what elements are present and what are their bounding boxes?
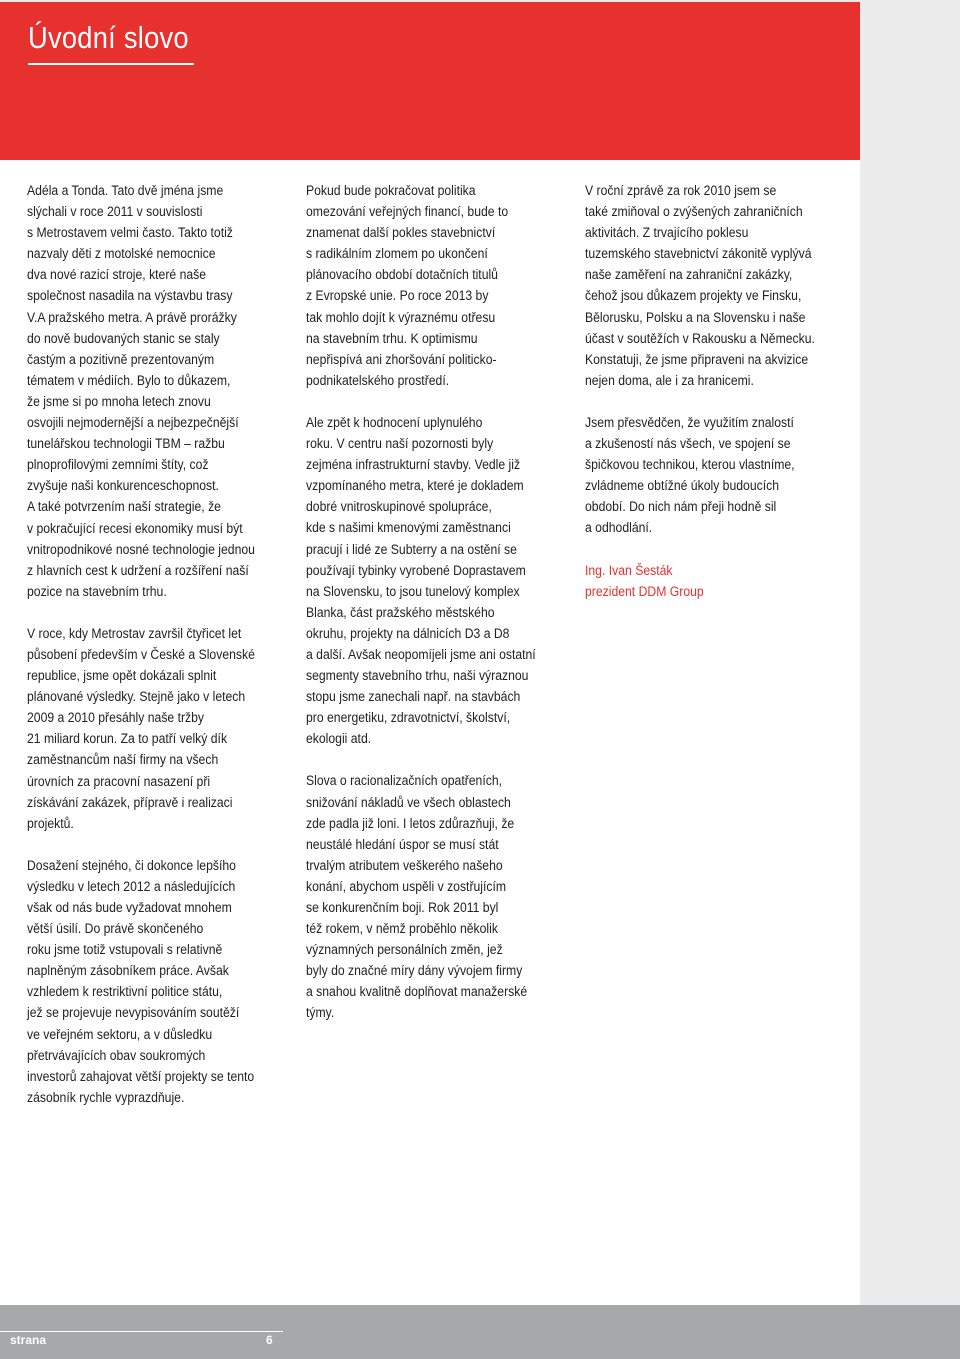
text-line: čehož jsou důkazem projekty ve Finsku, — [585, 288, 802, 305]
text-line: špičkovou technikou, kterou vlastníme, — [585, 457, 795, 474]
paragraph — [306, 771, 543, 1024]
text-line: se konkurenčním boji. Rok 2011 byl — [306, 900, 499, 916]
text-line: projektů. — [27, 815, 74, 832]
page-title: Úvodní slovo — [28, 20, 189, 55]
text-line: dobré vnitroskupinové spolupráce, — [306, 499, 492, 516]
text-line: tématem v médiích. Bylo to důkazem, — [27, 372, 231, 389]
text-line: úrovních za pracovní nasazení při — [27, 773, 211, 790]
right-margin-band — [860, 0, 960, 1305]
text-line: konání, abychom uspěli v zostřujícím — [306, 878, 507, 895]
text-line: však od nás bude vyžadovat mnohem — [27, 900, 232, 916]
text-column-2 — [306, 181, 581, 1046]
text-column-1 — [27, 181, 302, 1130]
text-line: ve veřejném sektoru, a v důsledku — [27, 1026, 213, 1043]
text-line: a snahou kvalitně doplňovat manažerské — [306, 984, 528, 1001]
text-line: omezování veřejných financí, bude to — [306, 204, 509, 221]
text-line: plánované výsledky. Stejně jako v letech — [27, 689, 246, 706]
text-line: naplněným zásobníkem práce. Avšak — [27, 963, 229, 980]
text-line: Slova o racionalizačních opatřeních, — [306, 773, 503, 790]
text-line: podnikatelského prostředí. — [306, 372, 450, 389]
text-line: plánovacího období dotačních titulů — [306, 267, 498, 284]
text-line: působení především v České a Slovenské — [27, 646, 255, 663]
text-line: A také potvrzením naší strategie, že — [27, 499, 221, 516]
title-underline — [28, 63, 194, 65]
text-line: s radikálním zlomem po ukončení — [306, 246, 488, 263]
footer-rule — [0, 1331, 283, 1332]
text-line: dva nové razicí stroje, které naše — [27, 267, 207, 284]
text-line: vzhledem k restriktivní politice státu, — [27, 984, 223, 1001]
paragraph — [585, 413, 822, 540]
text-line: Blanka, část pražského městského — [306, 604, 495, 621]
text-line: a odhodlání. — [585, 520, 653, 537]
text-line: zaměstnancům naší firmy na všech — [27, 752, 219, 769]
text-line: z Evropské unie. Po roce 2013 by — [306, 288, 489, 305]
text-line: Bělorusku, Polsku a na Slovensku i naše — [585, 309, 806, 326]
text-line: přetrvávajících obav soukromých — [27, 1047, 206, 1064]
text-line: pozice na stavebním trhu. — [27, 583, 167, 600]
text-line: pro energetiku, zdravotnictví, školství, — [306, 710, 511, 727]
text-line: zásobník rychle vyprazdňuje. — [27, 1089, 185, 1106]
text-line: získávání zakázek, přípravě i realizaci — [27, 794, 233, 811]
text-line: na Slovensku, to jsou tunelový komplex — [306, 583, 520, 600]
text-line: vnitropodnikové nosné technologie jednou — [27, 541, 255, 558]
signature-name: Ing. Ivan Šesták — [585, 562, 673, 579]
text-line: s Metrostavem velmi často. Takto totiž — [27, 225, 233, 242]
text-line: kde s našimi kmenovými zaměstnanci — [306, 520, 511, 537]
text-line: stopu jsme zanechali např. na stavbách — [306, 689, 521, 706]
text-line: společnost nasadila na výstavbu trasy — [27, 288, 233, 305]
text-line: významných personálních změn, jež — [306, 942, 503, 959]
text-line: investorů zahajovat větší projekty se tento — [27, 1068, 255, 1085]
text-line: také zmiňoval o zvýšených zahraničních — [585, 204, 803, 221]
paragraph — [306, 413, 543, 751]
text-line: aktivitách. Z trvajícího poklesu — [585, 225, 749, 242]
text-line: Dosažení stejného, či dokonce lepšího — [27, 857, 236, 874]
text-line: zvládneme obtížné úkoly budoucích — [585, 478, 779, 495]
text-line: jež se projevuje nevypisováním soutěží — [27, 1005, 240, 1022]
text-line: V roce, kdy Metrostav završil čtyřicet let — [27, 625, 242, 642]
text-line: osvojili nejmodernější a nejbezpečnější — [27, 415, 239, 432]
text-line: též rokem, v němž proběhlo několik — [306, 921, 498, 938]
text-line: účast v soutěžích v Rakousku a Německu. — [585, 330, 815, 347]
text-line: nepřispívá ani zhoršování politicko- — [306, 351, 497, 368]
text-line: Konstatuji, že jsme připraveni na akvizice — [585, 351, 809, 368]
text-line: a další. Avšak neopomíjeli jsme ani ostatní — [306, 646, 536, 663]
footer-page-label: strana — [10, 1333, 47, 1347]
signature — [585, 561, 822, 603]
text-line: byly do značné míry dány vývojem firmy — [306, 963, 523, 980]
text-line: že jsme si po mnoha letech znovu — [27, 393, 211, 410]
text-line: období. Do nich nám přeji hodně sil — [585, 499, 777, 516]
text-line: výsledku v letech 2012 a následujících — [27, 878, 236, 895]
text-line: naše zaměření na zahraniční zakázky, — [585, 267, 793, 284]
paragraph — [27, 181, 264, 603]
text-line: znamenat další pokles stavebnictví — [306, 225, 496, 242]
text-line: na stavebním trhu. K optimismu — [306, 330, 478, 347]
text-line: Pokud bude pokračovat politika — [306, 183, 476, 199]
footer-band — [0, 1305, 960, 1359]
text-line: zde padla již loni. I letos zdůrazňuji, že — [306, 815, 515, 832]
text-line: republice, jsme opět dokázali splnit — [27, 668, 217, 685]
text-line: z hlavních cest k udržení a rozšíření naší — [27, 562, 249, 579]
text-line: v pokračující recesi ekonomiky musí být — [27, 520, 243, 537]
text-line: trvalým atributem veškerého našeho — [306, 857, 503, 874]
text-line: zejména infrastrukturní stavby. Vedle již — [306, 457, 521, 474]
text-line: ekologii atd. — [306, 731, 372, 748]
text-line: nejen doma, ale i za hranicemi. — [585, 372, 754, 389]
text-line: snižování nákladů ve všech oblastech — [306, 794, 511, 811]
text-line: V.A pražského metra. A právě prorážky — [27, 309, 237, 326]
text-column-3 — [585, 181, 860, 624]
text-line: a zkušeností nás všech, ve spojení se — [585, 436, 791, 453]
text-line: zvyšuje naši konkurenceschopnost. — [27, 478, 219, 495]
text-line: segmenty stavebního trhu, naši výraznou — [306, 668, 529, 685]
text-line: tunelářskou technologii TBM – ražbu — [27, 436, 225, 453]
text-line: tuzemského stavebnictví zákonitě vyplývá — [585, 246, 812, 263]
text-line: nazvaly děti z motolské nemocnice — [27, 246, 216, 263]
text-line: V roční zprávě za rok 2010 jsem se — [585, 183, 777, 199]
text-line: pracují i lidé ze Subterry a na ostění se — [306, 541, 517, 558]
text-line: Adéla a Tonda. Tato dvě jména jsme — [27, 183, 224, 199]
text-line: neustálé hledání úspor se musí stát — [306, 836, 499, 853]
paragraph — [585, 181, 822, 392]
paragraph — [27, 856, 264, 1109]
text-line: vzpomínaného metra, které je dokladem — [306, 478, 524, 495]
paragraph — [306, 181, 543, 392]
text-line: 2009 a 2010 přesáhly naše tržby — [27, 710, 205, 727]
text-line: do nově budovaných stanic se staly — [27, 330, 220, 347]
text-line: Jsem přesvědčen, že využitím znalostí — [585, 414, 794, 431]
header-band — [0, 2, 860, 160]
text-line: používají tybinky vyrobené Doprastavem — [306, 562, 526, 579]
text-line: tak mohlo dojít k výraznému otřesu — [306, 309, 496, 326]
page-number: 6 — [266, 1333, 273, 1347]
text-line: častým a pozitivně prezentovaným — [27, 351, 215, 368]
signature-title: prezident DDM Group — [585, 583, 704, 600]
text-line: týmy. — [306, 1005, 335, 1022]
paragraph — [27, 624, 264, 835]
text-line: roku. V centru naší pozornosti byly — [306, 436, 494, 453]
text-line: slýchali v roce 2011 v souvislosti — [27, 204, 203, 221]
text-line: 21 miliard korun. Za to patří velký dík — [27, 731, 228, 748]
text-line: větší úsilí. Do právě skončeného — [27, 921, 204, 938]
text-line: Ale zpět k hodnocení uplynulého — [306, 414, 483, 431]
text-line: roku jsme totiž vstupovali s relativně — [27, 942, 223, 959]
text-line: okruhu, projekty na dálnicích D3 a D8 — [306, 625, 510, 642]
text-line: plnoprofilovými zemními štíty, což — [27, 457, 209, 474]
